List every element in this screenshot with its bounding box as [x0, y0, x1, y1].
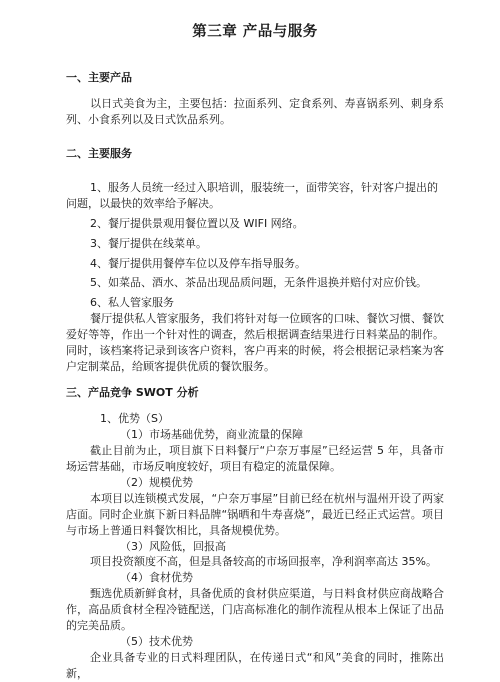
strength-point-label: （1）市场基础优势，商业流量的保障	[120, 427, 303, 441]
service-item-2: 2、餐厅提供景观用餐位置以及 WIFI 网络。	[90, 216, 304, 230]
strength-point-body: 截止目前为止，项目旗下日料餐厅“户奈万事屋”已经运营 5 年，具备市场运营基础，市场反响度较好，项目有稳定的流量保障。	[66, 443, 444, 473]
strength-point-body: 项目投资额度不高，但是具备较高的市场回报率，净利润率高达 35%。	[90, 555, 437, 569]
strength-point-label: （3）风险低，回报高	[120, 539, 226, 553]
products-paragraph: 以日式美食为主，主要包括：拉面系列、定食系列、寿喜锅系列、刺身系列、小食系列以及日式饮品系列。	[66, 96, 444, 126]
section-heading-swot: 三、产品竞争 SWOT 分析	[66, 386, 199, 400]
strength-point-body: 甄选优质新鲜食材，具备优质的食材供应渠道，与日料食材供应商战略合作，高品质食材全程冷链配送，门店高标准化的制作流程从根本上保证了出品的完美品质。	[66, 587, 444, 633]
swot-strengths-heading: 1、优势（S）	[100, 412, 169, 425]
strength-point-label: （5）技术优势	[120, 635, 193, 649]
strength-point-label: （4）食材优势	[120, 571, 193, 585]
section-heading-services: 二、主要服务	[66, 146, 132, 160]
service-item-6-body: 餐厅提供私人管家服务，我们将针对每一位顾客的口味、餐饮习惯、餐饮爱好等等，作出一个针对性的调查，然后根据调查结果进行日料菜品的制作。同时，该档案将记录到该客户资料，客户再来的时候，将会根据记录档案为客户定制菜品，给顾客提供优质的餐饮服务。	[66, 312, 444, 374]
section-heading-products: 一、主要产品	[66, 71, 132, 84]
strength-point-body: 企业具备专业的日式料理团队，在传递日式“和风”美食的同时，推陈出新，	[66, 651, 444, 680]
strength-point-label: （2）规模优势	[120, 475, 193, 489]
page-title: 第三章 产品与服务	[192, 24, 318, 40]
service-item-5: 5、如菜品、酒水、茶品出现品质问题，无条件退换并赔付对应价钱。	[90, 276, 427, 290]
service-item-6: 6、私人管家服务	[90, 296, 174, 310]
service-item-3: 3、餐厅提供在线菜单。	[90, 236, 207, 250]
service-item-1: 1、服务人员统一经过入职培训，服装统一，面带笑容，针对客户提出的问题，以最快的效率给予解决。	[66, 180, 438, 210]
service-item-4: 4、餐厅提供用餐停车位以及停车指导服务。	[90, 256, 306, 270]
strength-point-body: 本项目以连锁模式发展，“户奈万事屋”目前已经在杭州与温州开设了两家店面。同时企业旗下新日料品牌“锅晒和牛寿喜烧”，最近已经正式运营。项目与市场上普通日料餐饮相比，具备规模优势。	[66, 491, 444, 537]
